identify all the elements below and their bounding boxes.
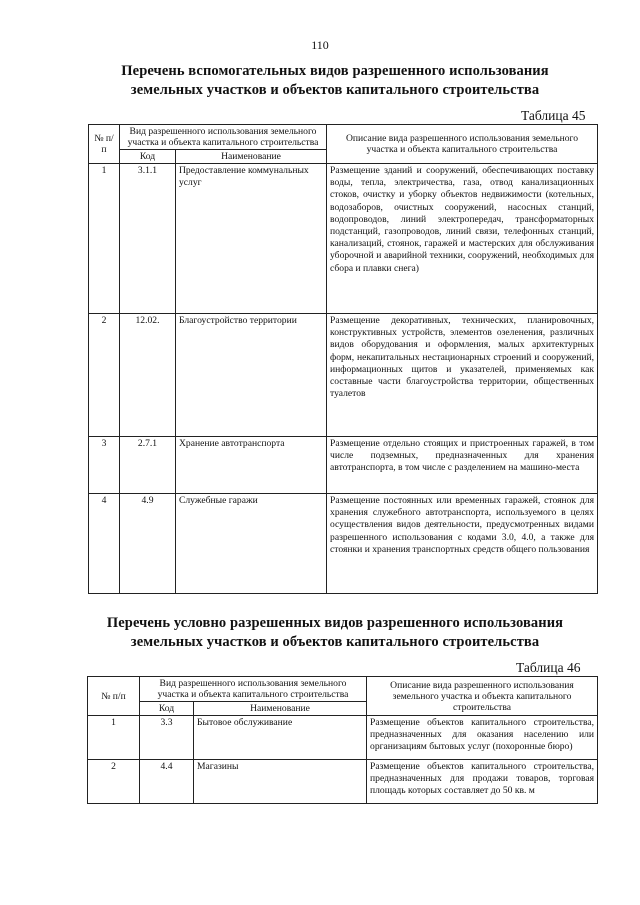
row-name: Служебные гаражи [176,494,327,594]
row-code: 12.02. [120,314,176,437]
row-desc: Размещение отдельно стоящих и пристроенных гаражей, в том числе подземных, предназначенных для хранения автотранспорта, в том числе с разделением на машино-места [327,437,598,494]
page-number: 110 [311,38,329,52]
table46-header-group: Вид разрешенного использования земельного участка и объекта капитального строительства [140,677,367,702]
table-row [89,437,598,494]
section1-title [95,62,575,100]
table45-header-name: Наименование [176,150,327,164]
table45-header-code: Код [120,150,176,164]
row-name: Магазины [194,760,367,804]
table45-header-group: Вид разрешенного использования земельного участка и объекта капитального строительства [120,125,327,150]
row-name: Бытовое обслуживание [194,716,367,760]
table-row [89,314,598,437]
table46-label: Таблица 46 [516,660,581,675]
table45-header-desc: Описание вида разрешенного использования земельного участка и объекта капитального строительства [327,125,598,164]
row-code: 2.7.1 [120,437,176,494]
table46-header-name: Наименование [194,702,367,716]
table-row [89,164,598,314]
row-num: 3 [89,437,120,494]
row-desc: Размещение декоративных, технических, планировочных, конструктивных устройств, элементов озеленения, различных видов оборудования и оформления, малых архитектурных форм, некапитальных нестационарных строений и сооружений, информационных щитов и указателей, применяемых как составные части благоустройства территории, общественных туалетов [327,314,598,437]
row-num: 4 [89,494,120,594]
table45-label: Таблица 45 [521,108,586,123]
row-code: 3.1.1 [120,164,176,314]
table46-header-num: № п/п [88,677,140,716]
table-row [88,716,598,760]
table-row [89,494,598,594]
table45 [88,124,598,594]
table46 [87,676,598,804]
row-num: 2 [88,760,140,804]
row-name: Предоставление коммунальных услуг [176,164,327,314]
row-desc: Размещение объектов капитального строительства, предназначенных для оказания населению или организациям бытовых услуг (похоронные бюро) [367,716,598,760]
section1-title-line1: Перечень вспомогательных видов разрешенного использования [121,63,549,79]
row-desc: Размещение зданий и сооружений, обеспечивающих поставку воды, тепла, электричества, газа, отвод канализационных стоков, очистку и уборку объектов недвижимости (котельных, водозаборов, очистных сооружений, насосных станций, водопроводов, линий электропередач, трансформаторных подстанций, газопроводов, линий связи, телефонных станций, канализаций, стоянок, гаражей и мастерских для обслуживания уборочной и аварийной техники, сооружений, необходимых для сбора и плавки снега) [327,164,598,314]
row-desc: Размещение постоянных или временных гаражей, стоянок для хранения служебного автотранспорта, используемого в целях осуществления видов деятельности, предусмотренных видами разрешенного использования с кодами 3.0, 4.0, а также для стоянки и хранения транспортных средств общего пользования [327,494,598,594]
row-name: Благоустройство территории [176,314,327,437]
section1-title-line2: земельных участков и объектов капитального строительства [130,82,540,98]
table46-header-desc: Описание вида разрешенного использования земельного участка и объекта капитального строительства [367,677,598,716]
table46-header-code: Код [140,702,194,716]
section2-title-line1: Перечень условно разрешенных видов разрешенного использования [106,615,564,631]
row-num: 1 [88,716,140,760]
row-code: 4.4 [140,760,194,804]
row-code: 3.3 [140,716,194,760]
row-num: 2 [89,314,120,437]
row-code: 4.9 [120,494,176,594]
row-num: 1 [89,164,120,314]
row-desc: Размещение объектов капитального строительства, предназначенных для продажи товаров, торговая площадь которых составляет до 50 кв. м [367,760,598,804]
row-name: Хранение автотранспорта [176,437,327,494]
table-row [88,760,598,804]
section2-title [95,614,575,652]
table45-header-num: № п/п [89,125,120,164]
section2-title-line2: земельных участков и объектов капитального строительства [130,634,540,650]
